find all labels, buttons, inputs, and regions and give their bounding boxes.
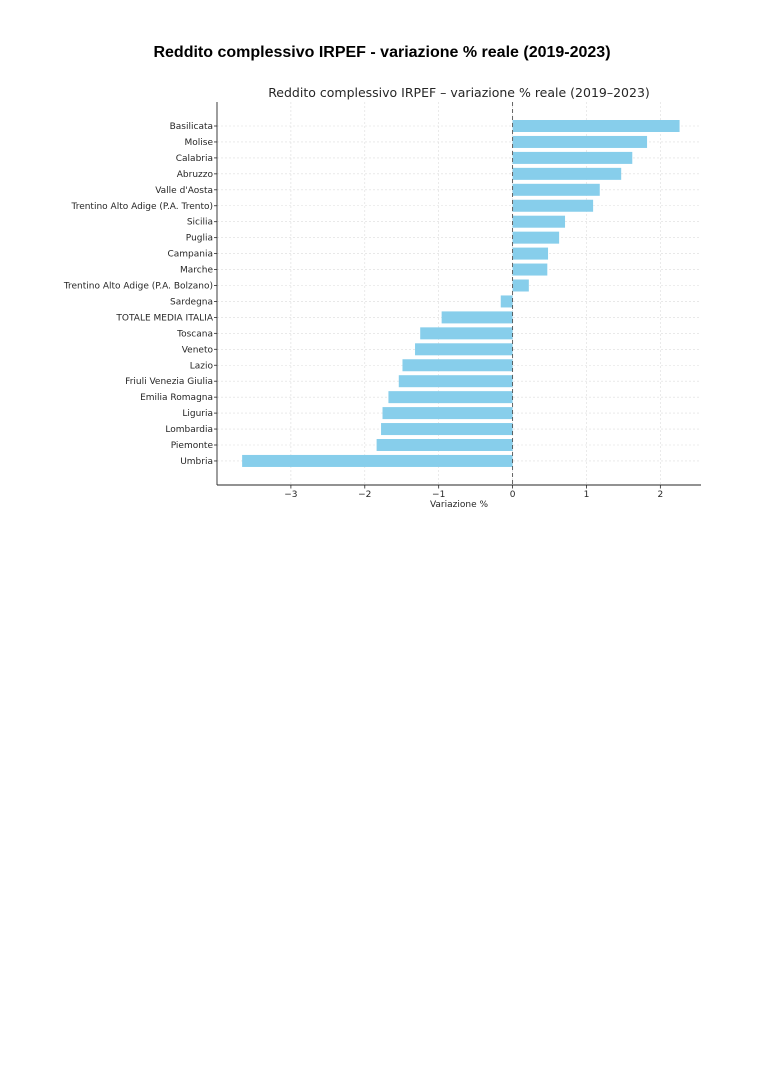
category-label: Toscana: [177, 329, 213, 340]
x-tick-label: −1: [432, 490, 446, 500]
bar: [377, 439, 513, 451]
category-label: Molise: [184, 137, 213, 148]
category-label: Valle d'Aosta: [155, 185, 213, 196]
bar: [513, 200, 594, 212]
category-label: Campania: [167, 249, 213, 260]
bar: [388, 391, 512, 403]
bar: [513, 248, 548, 260]
bar: [513, 152, 633, 164]
bar: [501, 295, 513, 307]
category-label: Sardegna: [170, 297, 213, 308]
bar: [420, 327, 512, 339]
category-label: Lombardia: [165, 425, 213, 436]
category-label: Emilia Romagna: [140, 393, 213, 404]
x-tick-label: −3: [284, 490, 298, 500]
bar: [513, 264, 548, 276]
bar: [513, 232, 560, 244]
x-tick-labels: [284, 490, 663, 500]
category-label: Veneto: [181, 345, 213, 356]
category-label: Friuli Venezia Giulia: [125, 377, 213, 388]
x-tick-label: 0: [509, 490, 516, 500]
bar: [242, 455, 512, 467]
bar: [442, 311, 513, 323]
bars: [242, 120, 679, 467]
category-label: Piemonte: [170, 441, 213, 451]
category-label: Puglia: [185, 233, 213, 244]
bar: [513, 280, 529, 292]
x-tick-label: 2: [657, 490, 664, 500]
category-label: Umbria: [180, 456, 213, 467]
category-label: Lazio: [189, 361, 213, 372]
chart-title: Reddito complessivo IRPEF – variazione % reale (2019–2023): [268, 85, 650, 100]
bar: [381, 423, 513, 435]
category-label: Basilicata: [169, 122, 213, 132]
bar: [415, 343, 513, 355]
category-label: Abruzzo: [176, 169, 213, 180]
bar: [402, 359, 512, 371]
category-label: Sicilia: [186, 217, 213, 228]
bar: [513, 168, 622, 180]
bar: [513, 184, 600, 196]
category-label: Liguria: [182, 409, 213, 420]
category-label: Trentino Alto Adige (P.A. Bolzano): [63, 281, 213, 292]
bar: [513, 136, 647, 148]
category-label: Trentino Alto Adige (P.A. Trento): [71, 201, 213, 212]
page-heading: Reddito complessivo IRPEF - variazione % reale (2019-2023): [153, 44, 611, 61]
category-label: Calabria: [175, 153, 213, 164]
x-tick-label: 1: [583, 490, 590, 500]
category-labels: [63, 122, 214, 467]
bar: [513, 120, 680, 132]
x-axis-label: Variazione %: [429, 500, 489, 510]
bar: [513, 216, 565, 228]
category-label: TOTALE MEDIA ITALIA: [116, 313, 213, 324]
bar: [399, 375, 513, 387]
bar: [383, 407, 513, 419]
x-tick-label: −2: [358, 490, 372, 500]
category-label: Marche: [180, 265, 213, 276]
